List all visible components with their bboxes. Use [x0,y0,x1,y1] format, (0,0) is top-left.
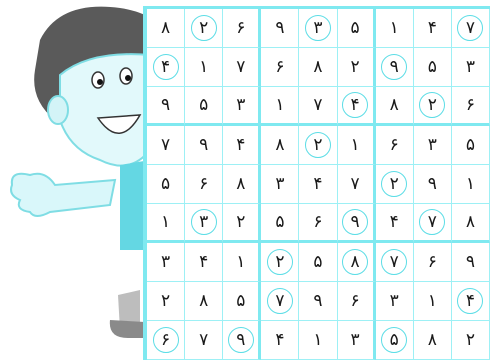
sudoku-cell[interactable] [452,48,490,87]
cell-digit: ۶ [389,135,399,155]
cell-digit: ۶ [199,174,209,194]
cell-digit: ۴ [389,212,399,232]
sudoku-cell-circled[interactable] [376,321,414,360]
sudoku-cell[interactable] [223,9,261,48]
cell-digit: ۵ [313,252,323,272]
cell-digit: ۸ [199,291,209,311]
cell-digit: ۳ [389,291,399,311]
sudoku-cell[interactable] [299,204,337,243]
cell-digit: ۸ [236,174,246,194]
cell-digit: ۱ [236,252,246,272]
sudoku-cell[interactable] [414,126,452,165]
sudoku-cell[interactable] [376,9,414,48]
sudoku-grid [147,9,490,360]
cell-digit: ۱ [199,57,209,77]
sudoku-cell-circled[interactable] [261,243,299,282]
sudoku-cell[interactable] [338,282,376,321]
cell-digit: ۲ [160,291,171,311]
sudoku-cell[interactable] [299,165,337,204]
sudoku-cell[interactable] [376,87,414,126]
cell-digit: ۷ [160,135,171,155]
sudoku-cell[interactable] [338,9,376,48]
sudoku-cell[interactable] [223,204,261,243]
sudoku-cell[interactable] [299,243,337,282]
cell-digit: ۷ [199,330,209,350]
cell-digit: ۲ [275,252,285,272]
cell-digit: ۹ [350,212,360,232]
cell-digit: ۱ [313,330,323,350]
sudoku-cell-circled[interactable] [299,9,337,48]
cell-digit: ۳ [427,135,437,155]
sudoku-cell[interactable] [452,87,490,126]
cell-digit: ۵ [160,174,171,194]
sudoku-cell-circled[interactable] [376,165,414,204]
sudoku-cell[interactable] [338,321,376,360]
cell-digit: ۹ [465,252,475,272]
sudoku-cell[interactable] [414,9,452,48]
cell-digit: ۶ [275,57,285,77]
sudoku-cell[interactable] [185,87,223,126]
sudoku-cell-circled[interactable] [147,48,185,87]
cell-digit: ۹ [236,330,246,350]
cell-digit: ۳ [236,95,246,115]
sudoku-cell[interactable] [299,87,337,126]
cell-digit: ۷ [236,57,246,77]
cell-digit: ۷ [427,212,437,232]
cell-digit: ۲ [236,212,246,232]
sudoku-cell[interactable] [452,204,490,243]
sudoku-cell[interactable] [338,126,376,165]
sudoku-cell[interactable] [261,9,299,48]
cell-digit: ۶ [465,95,475,115]
sudoku-cell[interactable] [414,243,452,282]
cell-digit: ۶ [160,330,171,350]
cell-digit: ۴ [160,57,171,77]
cell-digit: ۲ [427,95,437,115]
cell-digit: ۴ [236,135,246,155]
sudoku-cell-circled[interactable] [338,243,376,282]
cell-digit: ۹ [160,95,171,115]
sudoku-cell-circled[interactable] [185,204,223,243]
sudoku-cell[interactable] [185,243,223,282]
cell-digit: ۵ [465,135,475,155]
sudoku-cell[interactable] [338,165,376,204]
sudoku-cell-circled[interactable] [338,204,376,243]
cell-digit: ۱ [427,291,437,311]
cell-digit: ۹ [199,135,209,155]
sudoku-cell[interactable] [147,243,185,282]
cell-digit: ۳ [465,57,475,77]
sudoku-cell-circled[interactable] [223,321,261,360]
cell-digit: ۷ [313,95,323,115]
sudoku-cell-circled[interactable] [261,282,299,321]
cell-digit: ۲ [389,174,399,194]
cell-digit: ۴ [275,330,285,350]
sudoku-cell[interactable] [185,282,223,321]
cell-digit: ۶ [313,212,323,232]
cell-digit: ۲ [199,18,209,38]
cell-digit: ۱ [389,18,399,38]
sudoku-cell-circled[interactable] [414,87,452,126]
cell-digit: ۴ [199,252,209,272]
cell-digit: ۲ [313,135,323,155]
sudoku-cell[interactable] [223,48,261,87]
sudoku-cell-circled[interactable] [299,126,337,165]
cell-digit: ۵ [236,291,246,311]
sudoku-cell[interactable] [223,126,261,165]
sudoku-cell[interactable] [452,243,490,282]
cell-digit: ۵ [427,57,437,77]
sudoku-cell[interactable] [223,243,261,282]
cell-digit: ۸ [313,57,323,77]
cell-digit: ۸ [160,18,171,38]
cell-digit: ۸ [427,330,437,350]
cell-digit: ۶ [350,291,360,311]
cell-digit: ۷ [275,291,285,311]
sudoku-cell[interactable] [147,9,185,48]
sudoku-cell[interactable] [376,126,414,165]
sudoku-cell[interactable] [185,48,223,87]
sudoku-cell[interactable] [452,165,490,204]
cell-digit: ۳ [313,18,323,38]
cell-digit: ۸ [465,212,475,232]
sudoku-cell[interactable] [185,321,223,360]
cell-digit: ۵ [389,330,399,350]
sudoku-cell-circled[interactable] [414,204,452,243]
sudoku-cell[interactable] [299,48,337,87]
sudoku-cell[interactable] [299,282,337,321]
cell-digit: ۷ [389,252,399,272]
cell-digit: ۵ [199,95,209,115]
cell-digit: ۴ [350,95,360,115]
sudoku-cell[interactable] [223,282,261,321]
sudoku-cell[interactable] [147,165,185,204]
sudoku-cell[interactable] [261,87,299,126]
cell-digit: ۹ [313,291,323,311]
cell-digit: ۴ [465,291,475,311]
cell-digit: ۲ [350,57,360,77]
cell-digit: ۱ [465,174,475,194]
sudoku-cell[interactable] [376,282,414,321]
sudoku-board [143,6,490,360]
sudoku-cell-circled[interactable] [452,282,490,321]
sudoku-cell[interactable] [261,126,299,165]
sudoku-cell[interactable] [261,321,299,360]
sudoku-cell[interactable] [223,87,261,126]
sudoku-cell-circled[interactable] [338,87,376,126]
cell-digit: ۱ [350,135,360,155]
cell-digit: ۲ [465,330,475,350]
cell-digit: ۵ [350,18,360,38]
sudoku-cell[interactable] [338,48,376,87]
sudoku-cell[interactable] [147,282,185,321]
cell-digit: ۹ [427,174,437,194]
cell-digit: ۷ [350,174,360,194]
sudoku-cell-circled[interactable] [147,321,185,360]
sudoku-cell[interactable] [376,204,414,243]
sudoku-cell-circled[interactable] [452,9,490,48]
cell-digit: ۳ [199,212,209,232]
cell-digit: ۵ [275,212,285,232]
cell-digit: ۱ [275,95,285,115]
sudoku-cell[interactable] [261,165,299,204]
sudoku-cell-circled[interactable] [376,48,414,87]
sudoku-cell[interactable] [452,321,490,360]
cell-digit: ۸ [275,135,285,155]
sudoku-cell[interactable] [261,204,299,243]
sudoku-cell[interactable] [147,87,185,126]
cell-digit: ۸ [350,252,360,272]
sudoku-cell[interactable] [414,165,452,204]
sudoku-cell-circled[interactable] [185,9,223,48]
sudoku-cell[interactable] [223,165,261,204]
cell-digit: ۹ [275,18,285,38]
cell-digit: ۶ [427,252,437,272]
cell-digit: ۳ [160,252,171,272]
sudoku-cell[interactable] [185,126,223,165]
sudoku-cell[interactable] [414,48,452,87]
cell-digit: ۷ [465,18,475,38]
cell-digit: ۴ [427,18,437,38]
sudoku-cell[interactable] [452,126,490,165]
cell-digit: ۴ [313,174,323,194]
cell-digit: ۳ [275,174,285,194]
sudoku-cell[interactable] [185,165,223,204]
sudoku-cell[interactable] [147,204,185,243]
cell-digit: ۶ [236,18,246,38]
sudoku-cell[interactable] [299,321,337,360]
cell-digit: ۹ [389,57,399,77]
cell-digit: ۱ [160,212,171,232]
cell-digit: ۳ [350,330,360,350]
sudoku-cell[interactable] [414,321,452,360]
sudoku-cell-circled[interactable] [376,243,414,282]
cell-digit: ۸ [389,95,399,115]
sudoku-cell[interactable] [147,126,185,165]
sudoku-cell[interactable] [261,48,299,87]
sudoku-cell[interactable] [414,282,452,321]
